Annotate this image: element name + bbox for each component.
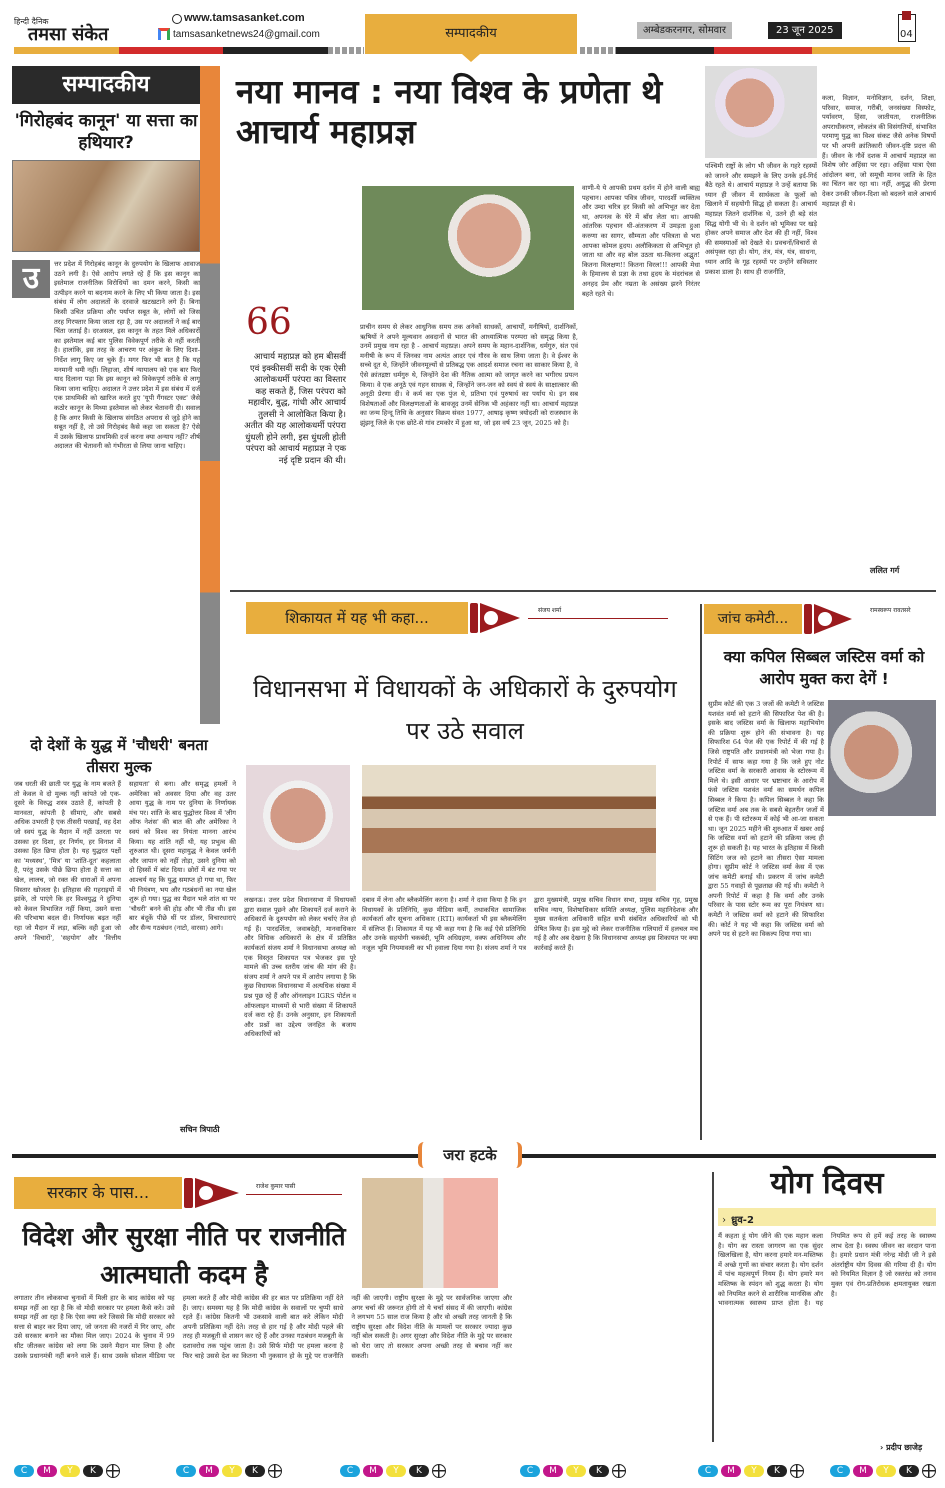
section-break-label: जरा हटके	[443, 1146, 497, 1164]
editorial-label-bar	[12, 66, 200, 104]
rule-left	[14, 47, 364, 54]
yoga-author-name: प्रदीप छाजेड़	[886, 1443, 923, 1452]
email-link[interactable]: tamsasanketnews24@gmail.com	[173, 29, 320, 40]
government-byline: राजेश कुमार पासी	[256, 1183, 296, 1190]
black-mark: K	[245, 1465, 265, 1477]
crosshair-icon	[612, 1464, 626, 1478]
magenta-mark: M	[363, 1465, 383, 1477]
crosshair-icon	[268, 1464, 282, 1478]
lead-author: ललित गर्ग	[870, 566, 900, 575]
black-mark: K	[83, 1465, 103, 1477]
editorial-side-bar	[200, 66, 220, 724]
committee-headline: क्या कपिल सिब्बल जस्टिस वर्मा को आरोप मुक्त करा देगें !	[723, 648, 925, 688]
yellow-mark: Y	[60, 1465, 80, 1477]
editorial-label: सम्पादकीय	[62, 72, 150, 97]
cyan-mark: C	[520, 1465, 540, 1477]
masthead-tagline: हिन्दी दैनिक	[14, 17, 49, 26]
black-mark: K	[409, 1465, 429, 1477]
pen-nib-icon	[470, 601, 526, 635]
yellow-mark: Y	[566, 1465, 586, 1477]
committee-body-2	[828, 820, 938, 1140]
lead-body-b: वाणी-ये ये आपकी प्रथम दर्शन में होने वाली बाह्य पहचान। आपका पवित्र जीवन, पारदर्शी व्यक्तित्व और उम्दा चरित्र हर किसी को अभिभूत कर देता था, अपनत्व के घेरे में बाँध लेता था। आपकी आंतरिक पहचान थी-अंतःकरण में उमड़ता हुआ करुणा का सागर, सौम्यता और पवित्रता से भरा आपका कोमल हृदय। अलौकिकता से अभिभूत हो जाता था और वह बोल उठता था-कितना अद्भुत! कितना विलक्षण!! कितना विरल!!! आपकी मेधा के हिमालय से प्रज्ञा के तथा हृदय के मंदरांचल से अनहद प्रेम और नम्रता के असंख्य झरने निरंतर बहते रहते थे।	[582, 184, 700, 298]
divider	[230, 590, 936, 592]
committee-kicker-bar	[704, 604, 802, 634]
page-number: 04	[900, 29, 913, 40]
column-rule	[700, 604, 702, 1140]
print-marks-6	[830, 1464, 936, 1478]
editorial-photo	[12, 160, 200, 252]
yellow-mark: Y	[222, 1465, 242, 1477]
yellow-mark: Y	[386, 1465, 406, 1477]
lead-pullquote: आचार्य महाप्रज्ञ को हम बीसवीं एवं इक्कीसवीं सदी के एक ऐसी आलोकधर्मी परंपरा का विस्तार कह सकते हैं, जिस परंपरा को महावीर, बुद्ध, गांधी और आचार्य तुलसी ने आलोकित किया है। अतीत की यह आलोकधर्मी परंपरा धुंधली होने लगी, इस धुंधली होती परंपरा को आचार्य महाप्रज्ञ ने एक नई दृष्टि प्रदान की थी।	[244, 352, 346, 466]
crosshair-icon	[790, 1464, 804, 1478]
black-mark: K	[589, 1465, 609, 1477]
masthead	[0, 0, 945, 58]
lead-body-a: प्राचीन समय से लेकर आधुनिक समय तक अनेकों साधकों, आचार्यों, मनीषियों, दार्शनिकों, ऋषियों ने अपने मूल्यवान अवदानों से भारत की आध्यात्मिक परम्परा को समृद्ध किया है, उनमें प्रमुख नाम रहा है - आचार्य महाप्रज्ञ। अपने समय के महान-दार्शनिक, धर्मगुरु, संत एवं मनीषी के रूप में जिनका नाम अत्यंत आदर एवं गौरव के साथ लिया जाता है। वे ईश्वर के सच्चे दूत थे, जिन्होंने जीवनमूल्यों से प्रतिबद्ध एक आदर्श समाज रचना का साकार किया है, वे ऐसे क्रांतद्रष्टा धर्मगुरु थे, जिन्होंने देश की नैतिक आत्मा को जागृत करने का भगीरथ प्रयत्न किया। वे एक अनूठे एवं गहन साधक थे, जिन्होंने जन-जन को स्वयं से स्वयं के साक्षात्कार की अनूठी प्रेरणा दी। वे कर्म का एक पुंज थे, प्रतिभा एवं पुरुषार्थ का पर्याय थे। इन सब विशेषताओं और विलक्षणताओं के बावजूद उनमें सेनिक भी अहंकार नहीं था। आचार्य महाप्रज्ञ का जन्म हिन्दू तिथि के अनुसार विक्रम संवत 1977, आषाढ़ कृष्ण त्रयोदशी को राजस्थान के झुंझनू जिले के एक छोटे-से गांव टमकोर में हुआ था, जो इस वर्ष 23 जून, 2025 को है।	[360, 323, 578, 427]
lead-photo-side	[705, 66, 817, 158]
bookmark-icon	[902, 11, 911, 20]
hasina-modi-photo	[362, 1178, 498, 1288]
yoga-subhead-bar	[718, 1208, 936, 1226]
chevron-right-icon: ›	[722, 1215, 726, 1226]
pen-nib-icon	[804, 602, 856, 636]
dropcap: उ	[12, 260, 50, 298]
committee-byline: रामस्वरूप रावतसरे	[870, 607, 911, 614]
gmail-icon	[158, 28, 170, 40]
rule-right	[580, 47, 910, 54]
masthead-title: तमसा संकेत	[28, 24, 109, 45]
print-marks-3	[340, 1464, 446, 1478]
sibal-photo	[828, 700, 936, 816]
quote-mark: 66	[246, 302, 292, 343]
yellow-mark: Y	[744, 1465, 764, 1477]
location-day: अम्बेडकरनगर, सोमवार	[637, 22, 732, 39]
government-body: लगातार तीन लोकसभा चुनावों में मिली हार के बाद कांग्रेस को यह समझ नहीं आ रहा है कि वो मोदी सरकार पर हमला कैसे करे। उसे समझ नहीं आ रहा है कि ऐसा क्या करे जिससे कि मोदी सरकार को सत्ता से बाहर कर दिया जाए, जो जनता की नजरों में गिर जाए, और उसे सरकार बनाने का मौका मिल जाए। 2024 के चुनाव में 99 सीट जीतकर कांग्रेस को लगा कि उसने मैदान मार लिया है और उसके प्रधानमंत्री नहीं बनने वाले हैं। साथ उसके सोशल मीडिया पर हमला करते हैं और मोदी कांग्रेस की हर बात पर प्रतिक्रिया नहीं देते हैं। जाए। समस्या यह है कि मोदी कांग्रेस के सवालों पर चुप्पी साधे रहते हैं। कांग्रेस कितनी भी उकसावे वाली बात करे लेकिन मोदी अपनी प्रतिक्रिया नहीं देते। तरह से हार गई है और मोदी पहले की तरह ही मजबूती से शासन कर रहे हैं और उनका गठबंधन मजबूती के दशावरोध तक पहुंच जाता है। उसे सिर्फ मोदी पर हमला करना है फिर चाहे उससे देश का कितना भी नुकसान हो के मुद्दे पर राजनीति नहीं की जाएगी। राष्ट्रीय सुरक्षा के मुद्दे पर सार्वजनिक जाएगा और अगर चर्चा की जरूरत होगी तो ये चर्चा संसद में की जाएगी। कांग्रेस ने लगभग 55 साल राज किया है और वो अच्छी तरह जानती है कि राष्ट्रीय सुरक्षा और विदेश नीति के मामलों पर सरकार ज्यादा कुछ नहीं बोल सकती है। अगर सुरक्षा और विदेश नीति के मुद्दे पर सरकार को घेरा जाए तो सरकार अपना अच्छी तरह से बचाव नहीं कर सकती।	[14, 1294, 512, 1360]
print-marks-4	[520, 1464, 626, 1478]
government-kicker-bar	[14, 1177, 182, 1209]
section-break-tab	[418, 1142, 522, 1168]
print-marks-5	[698, 1464, 804, 1478]
crosshair-icon	[922, 1464, 936, 1478]
section-tab	[365, 14, 577, 54]
war-author: सचिन त्रिपाठी	[180, 1125, 220, 1134]
committee-kicker: जांच कमेटी...	[717, 611, 789, 627]
government-kicker: सरकार के पास...	[46, 1183, 150, 1202]
complaint-dateline: लखनऊ। उत्तर प्रदेश विधानसभा में विधायकों द्वारा सवाल पूछने और शिकायतें दर्ज कराने के अधिकारों के दुरुपयोग को लेकर चर्चाएं तेज हो गई हैं। पारदर्शिता, जवाबदेही, मानवाधिकार और विधिक अधिकारों के क्षेत्र में प्रतिष्ठित कार्यकर्ता संजय शर्मा ने विधानसभा अध्यक्ष को एक विस्तृत शिकायत पत्र भेजकर इस पूरे मामले की उच्च स्तरीय जांच की मांग की है। संजय शर्मा ने अपने पत्र में आरोप लगाया है कि कुछ विधायक विधानसभा में अत्यधिक संख्या में प्रश्न पूछ रहे हैं और ऑनलाइन IGRS पोर्टल व ऑफलाइन माध्यमों से भारी संख्या में शिकायतें दर्ज करा रहे हैं। उनके अनुसार, इन शिकायतों और प्रश्नों का उद्देश्य जनहित के बजाय अधिकारियों को	[244, 896, 356, 1039]
magenta-mark: M	[37, 1465, 57, 1477]
cyan-mark: C	[176, 1465, 196, 1477]
government-headline: विदेश और सुरक्षा नीति पर राजनीति आत्मघाती कदम है	[22, 1222, 346, 1289]
lead-body-c: पश्चिमी राष्ट्रों के लोग भी जीवन के गहरे रहस्यों को जानने और समझने के लिए उनके इर्द-गिर्द बैठे रहते थे। आचार्य महाप्रज्ञ ने उन्हें बताया कि ध्यान ही जीवन में सार्थकता के फूलों को खिलाने में सहयोगी सिद्ध हो सकता है। आचार्य महाप्रज्ञ जितने दार्शनिक थे, उतने ही बड़े संत सिद्ध योगी भी थे। वे दर्शन को भूमिका पर खड़े होकर अपने समाज और देश की ही नहीं, विश्व की समस्याओं को देखते थे। प्रवचनों/विचारों से असंपृक्त रहा हो। योग, तंत्र, मंत्र, यंत्र, साधना, ध्यान आदि के गूढ़ रहस्यों पर उन्होंने सविस्तार प्रकाश डाला है। साथ ही राजनीति,	[705, 162, 817, 276]
section-label: सम्पादकीय	[445, 26, 497, 41]
war-headline: दो देशों के युद्ध में 'चौधरी' बनता तीसरा मुल्क	[30, 736, 208, 776]
editorial-column	[12, 66, 200, 724]
war-body: जब धरती की छाती पर युद्ध के नाम बजते हैं तो केवल वे दो मुल्क नहीं कांपते जो एक-दूसरे के विरुद्ध शस्त्र उठाते हैं, कांपती है मानवता, कांपती है सीमाएं, और सबसे अधिक उभरती है एक तीसरी परछाईं, वह देश जो स्वयं युद्ध के मैदान में नहीं उतरता पर उसका हर दिशा, हर निर्णय, हर विनाश में उसका हित छिपा होता है। यह युद्धरत पक्षों का 'मध्यस्थ', 'मित्र' या 'शांति-दूत' कहलाता है, परंतु उसके पीछे छिपा होता है सत्ता का खेल, लालच, जो रक्त की धाराओं में अपना विस्तार खोजता है। इतिहास की गहराइयों में झांके, तो पाएंगे कि हर विश्वयुद्ध ने दुनिया को केवल विभाजित नहीं किया, उसने सत्ता की परिभाषा बदल दी। निर्णायक बढ़त नहीं रहा जो मैदान में लड़ा, बल्कि वही हुआ जो अपने 'विचारों', 'सहयोग' और 'वित्तीय सहायता' से बना। और समृद्ध हमलों ने अमेरिका को अवसर दिया और वह उतर आया युद्ध के नाम पर दुनिया के निर्णायक मंच पर। शांति के बाद युद्धोत्तर विश्व में 'लीग ऑफ नेशंस' की बात की और अमेरिका ने स्वयं को विश्व का नियंता मानना आरंभ किया। यह शांति नहीं थी, यह प्रभुत्व की शुरुआत थी। दूसरा महायुद्ध ने केवल जर्मनी और जापान को नहीं तोड़ा, उसने दुनिया को दो हिस्सों में बांट दिया। छोरों में बंट गया पर आश्चर्य यह कि युद्ध समाप्त हो गया था, फिर भी नियंत्रण, भय और गठबंधनों का नया खेल शुरू हो गया। युद्ध का मैदान भले शांत था पर 'चौधरी' बनने की होड़ और भी तीव्र थी। इस बार बंदूकें पीछे थीं पर डॉलर, विचारधाराएं और सैन्य गठबंधन (नाटो, वारसा) आगे।	[14, 780, 236, 942]
byline-rule	[528, 618, 668, 619]
yoga-headline: योग दिवस	[770, 1166, 884, 1201]
lead-body-d: कला, विज्ञान, मनोविज्ञान, दर्शन, शिक्षा, परिवार, समाज, गरीबी, जनसंख्या विस्फोट, पर्यावरण, हिंसा, जातीयता, राजनीतिक अपराधीकरण, लोकतंत्र की विसंगतियों, संभावित परमाणु युद्ध का विश्व संकट जैसे अनेक विषयों पर भी अपनी क्रांतिकारी जीवन-दृष्टि प्रदत्त की हैं। जीवन के नौवें दशक में आचार्य महाप्रज्ञ का विशेष जोर अहिंसा पर रहा। अहिंसा यात्रा ऐसा आंदोलन बना, जो समूची मानव जाति के हित का चिंतन कर रहा था। नहीं, अयुद्ध की प्रेरणा देकर उनकी जीवन-दिशा को बदलने वाले आचार्य महाप्रज्ञ ही थे।	[822, 94, 936, 208]
crosshair-icon	[432, 1464, 446, 1478]
complaint-kicker: शिकायत में यह भी कहा...	[285, 609, 429, 627]
cyan-mark: C	[14, 1465, 34, 1477]
magenta-mark: M	[199, 1465, 219, 1477]
pen-nib-icon	[184, 1176, 244, 1210]
magenta-mark: M	[853, 1465, 873, 1477]
print-marks-2	[176, 1464, 282, 1478]
crosshair-icon	[106, 1464, 120, 1478]
cyan-mark: C	[340, 1465, 360, 1477]
black-mark: K	[899, 1465, 919, 1477]
yellow-mark: Y	[876, 1465, 896, 1477]
lead-photo-main	[362, 186, 574, 310]
complaint-byline: संजय शर्मा	[538, 607, 562, 614]
yoga-subhead: ध्रुव-2	[731, 1215, 754, 1226]
page-number-box	[898, 14, 916, 42]
editorial-body: त्तर प्रदेश में गिरोहबंद कानून के दुरुपयोग के खिलाफ आवाज उठने लगी है। ऐसे आरोप लगते रहे हैं कि इस कानून का इस्तेमाल राजनीतिक विरोधियों का दमन करने, किसी का उत्पीड़न करने या बदनाम करने के लिए भी किया जाता है। इस संबंध में लोग अदालतों के दरवाजे खटखटाने लगे हैं। बिना किसी उचित प्रक्रिया और पर्याप्त सबूत के, लोगों को जिस तरह गिरफ्तार किया जाता रहा है, उस पर अदालतों ने कई बार चिंता जताई है। दरअसल, इस कानून के तहत मिले अधिकारों का इस्तेमाल कई बार पुलिस विवेकपूर्ण तरीके से नहीं करती है। हालांकि, इस तरह के आचरण पर अंकुश के लिए दिशा-निर्देश लागू किए जा चुके हैं। मगर फिर भी बात है कि यह मनमानी थमी नहीं। लिहाजा, शीर्ष न्यायालय को एक बार फिर याद दिलाना पड़ा कि इस कानून को विवेकपूर्ण तरीके से लागू किया जाना चाहिए। अदालत ने उत्तर प्रदेश में इस संबंध में दर्ज एक प्राथमिकी को खारिज करते हुए 'यूपी गैंगस्टर एक्ट' जैसे कठोर कानून के मिथ्या इस्तेमाल को लेकर चेतावनी दी। सवाल है कि अगर किसी के खिलाफ संगठित अपराध से जुड़े होने का सबूत नहीं है, तो उसे गिरोहबंद कैसे कहा जा सकता है? ऐसे में उसके खिलाफ प्राथमिकी दर्ज करना क्या अन्याय नहीं? शीर्ष अदालत की चेतावनी को गंभीरता से लिया जाना चाहिए।	[54, 260, 200, 451]
magenta-mark: M	[543, 1465, 563, 1477]
cyan-mark: C	[698, 1465, 718, 1477]
cyan-mark: C	[830, 1465, 850, 1477]
print-marks-1	[14, 1464, 120, 1478]
government-body-2	[504, 1178, 700, 1444]
yoga-author: › प्रदीप छाजेड़	[880, 1443, 923, 1452]
column-rule	[712, 1172, 714, 1442]
assembly-photo	[362, 765, 656, 891]
complaint-kicker-bar	[246, 602, 468, 634]
yoga-body: मैं कहता हूं योग जीने की एक महान कला है। योग का रास्ता जागरण का एक सुंदर खिलखिला है, योग करना हमारे मन-मस्तिष्क में अच्छे गुणों का संचार करता है। योग दर्शन में पांच महत्वपूर्ण नियम हैं। योग हमारे मन मस्तिष्क के स्पंदन को शुद्ध करता है। योग को नियमित करने से शारीरिक मानसिक और भावनात्मक स्वास्थ्य प्राप्त होता है। यह नियमित रूप से हमें कई तरह के स्वास्थ्य लाभ देता है। स्वस्थ जीवन का वरदान पाना है। हमारे प्रधान मंत्री नरेन्द्र मोदी जी ने इसे अंतर्राष्ट्रीय योग दिवस की गरिमा दी है। योग को नियमित विज्ञान है जो रक्तरंध्र को तनाव मुक्त एवं रोग-प्रतिरोधक क्षमतायुक्त रखता है।	[718, 1232, 936, 1308]
byline-rule	[246, 1194, 342, 1195]
author-photo	[246, 765, 350, 891]
editorial-headline: 'गिरोहबंद कानून' या सत्ता का हथियार?	[14, 111, 198, 153]
globe-icon	[172, 14, 182, 24]
complaint-headline: विधानसभा में विधायकों के अधिकारों के दुरुपयोग पर उठे सवाल	[253, 675, 677, 745]
issue-date: 23 जून 2025	[768, 22, 842, 39]
magenta-mark: M	[721, 1465, 741, 1477]
complaint-body: दबाव में लेना और ब्लैकमेलिंग करना है। शर्मा ने दावा किया है कि इन विधायकों के प्रतिनिधि, कुछ मीडिया कर्मी, तथाकथित सामाजिक कार्यकर्ता और सूचना अधिकार (RTI) कार्यकर्ता भी इस ब्लैकमेलिंग में संलिप्त हैं। शिकायत में यह भी कहा गया है कि कई ऐसे प्रतिनिधि और उनके सहयोगी चकबंदी, भूमि अधिग्रहण, वक्फ अधिनियम और नजूल भूमि नियमावली का भी हवाला दिया गया है। संजय शर्मा ने पत्र द्वारा मुख्यमंत्री, प्रमुख सचिव विधान सभा, प्रमुख सचिव गृह, प्रमुख सचिव न्याय, विशेषाधिकार समिति अध्यक्ष, पुलिस महानिदेशक और मुख्य सतर्कता अधिकारी सहित सभी संबंधित अधिकारियों को भी प्रेषित किया है। इस मुद्दे को लेकर राजनीतिक गलियारों में हलचल मच गई है और अब देखना है कि विधानसभा अध्यक्ष इस शिकायत पर क्या कार्रवाई करते हैं।	[362, 896, 698, 952]
section-tab-pointer	[462, 54, 480, 62]
lead-headline: नया मानव : नया विश्व के प्रणेता थे आचार्य महाप्रज्ञ	[236, 72, 663, 151]
black-mark: K	[767, 1465, 787, 1477]
committee-body: सुप्रीम कोर्ट की एक 3 जजों की कमेटी ने जस्टिस यशवंत वर्मा को हटाने की सिफारिश पेश की है। इसके बाद जस्टिस वर्मा के खिलाफ महाभियोग की प्रक्रिया शुरू होने की संभावना है। यह सिफारिश 64 पेज की एक रिपोर्ट में की गई है जिसे राष्ट्रपति और प्रधानमंत्री को भेजा गया है। रिपोर्ट में साफ कहा गया है कि जले हुए नोट जस्टिस वर्मा के सरकारी आवास के स्टोररूम में मिले थे। इसी आधार पर भ्रष्टाचार के आरोप में फंसे जस्टिस यशवंत वर्मा का समर्थन कपिल सिब्बल ने किया है। कपिल सिब्बल ने कहा कि जस्टिस वर्मा अब तक के सबसे बेहतरीन जजों में से एक हैं। पी स्टोररूम में कोई भी आ-जा सकता था। जून 2025 महीने की शुरुआत में खबर आई कि जस्टिस वर्मा को हटाने की प्रक्रिया जल्द ही शुरू हो सकती है। यह भारत के इतिहास में किसी सिटिंग जज को हटाने का तीसरा ऐसा मामला होगा। सुप्रीम कोर्ट ने जस्टिस वर्मा केस में एक जांच कमेटी बनाई थी। प्रकरण में जांच कमेटी द्वारा 55 गवाहों से पूछताछ की गई थी। कमेटी ने अपनी रिपोर्ट में कहा है कि वर्मा और उनके परिवार के पास स्टोर रूम का पूरा नियंत्रण था। कमेटी ने जस्टिस वर्मा को हटाने की सिफारिश की। कोर्ट ने यह भी कहा कि जस्टिस वर्मा को अपने पद से हटने का विकल्प दिया गया था।	[708, 700, 824, 939]
website-link[interactable]: www.tamsasanket.com	[184, 12, 305, 24]
